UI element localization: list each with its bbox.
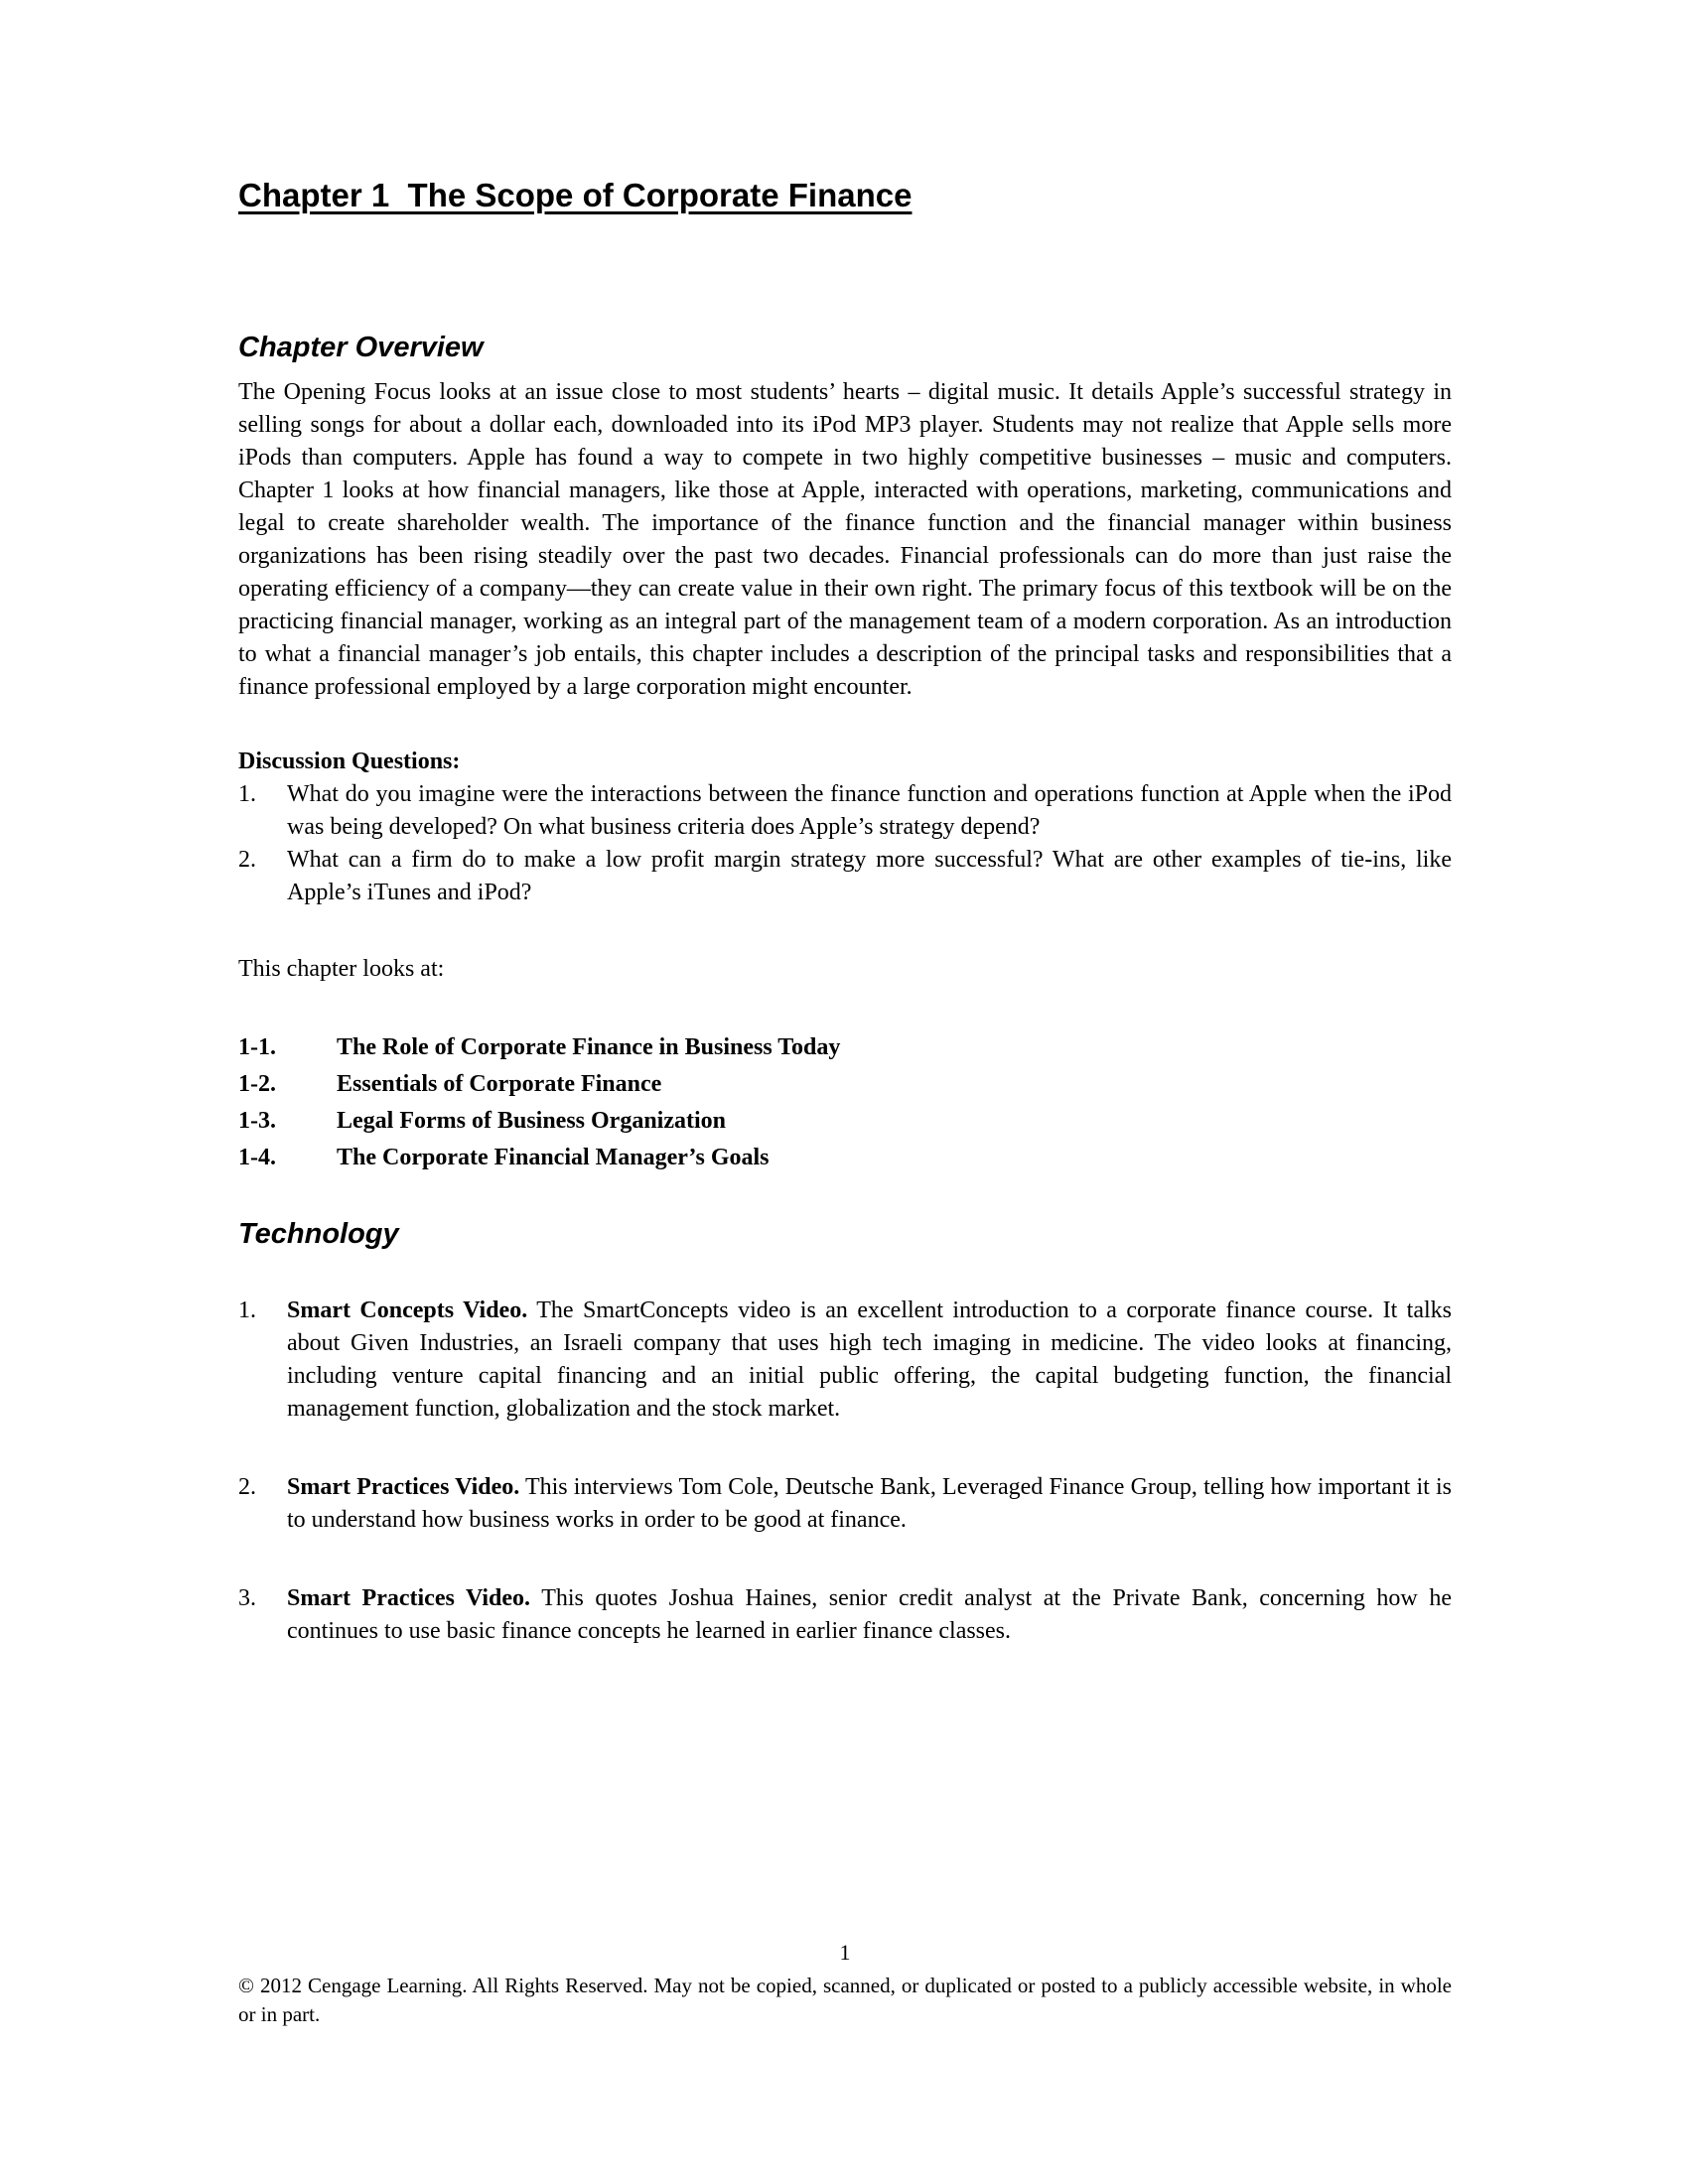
- list-item-number: 3.: [238, 1585, 256, 1611]
- list-item: [238, 1471, 1452, 1537]
- list-item-body: This quotes Joshua Haines, senior credit analyst at the Private Bank, concerning how he continues to use basic finance concepts he learned in earlier finance classes.: [287, 1585, 1452, 1644]
- list-item-text: [287, 1295, 1452, 1426]
- outline-item-title: The Role of Corporate Finance in Business Today: [337, 1034, 841, 1060]
- chapter-outline: [238, 1029, 1452, 1176]
- outline-item: [238, 1029, 1452, 1066]
- discussion-questions-list: [238, 778, 1452, 909]
- section-heading-technology: Technology: [238, 1218, 399, 1250]
- technology-list: [238, 1295, 1452, 1648]
- page-footer: [238, 1940, 1452, 2029]
- chapter-looks-at-line: This chapter looks at:: [238, 956, 445, 982]
- document-page: [238, 177, 1452, 1648]
- list-item: [238, 844, 1452, 909]
- list-item-number: 2.: [238, 1474, 256, 1500]
- outline-item-number: 1-1.: [238, 1034, 276, 1060]
- outline-item-number: 1-4.: [238, 1145, 276, 1170]
- list-item-number: 2.: [238, 847, 256, 873]
- list-item-text: [287, 1582, 1452, 1648]
- copyright-notice: © 2012 Cengage Learning. All Rights Reserved. May not be copied, scanned, or duplicated or posted to a publicly accessible website, in whole or in part.: [238, 1974, 1452, 2026]
- list-item: [238, 1295, 1452, 1426]
- outline-item: [238, 1140, 1452, 1176]
- list-item-number: 1.: [238, 1297, 256, 1323]
- outline-item: [238, 1103, 1452, 1140]
- section-heading-chapter-overview: Chapter Overview: [238, 332, 484, 363]
- list-item-text: What do you imagine were the interactions between the finance function and operations function at Apple when the iPod was being developed? On what business criteria does Apple’s strategy depend?: [287, 781, 1452, 840]
- outline-item-title: The Corporate Financial Manager’s Goals: [337, 1145, 770, 1170]
- list-item-lead: Smart Concepts Video.: [287, 1297, 528, 1323]
- outline-item-number: 1-2.: [238, 1071, 276, 1097]
- list-item-text: What can a firm do to make a low profit margin strategy more successful? What are other examples of tie-ins, like Apple’s iTunes and iPod?: [287, 847, 1452, 905]
- outline-item-title: Essentials of Corporate Finance: [337, 1071, 662, 1097]
- list-item-body: The SmartConcepts video is an excellent introduction to a corporate finance course. It talks about Given Industries, an Israeli company that uses high tech imaging in medicine. The video looks at financing, including venture capital financing and an initial public offering, the capital budgeting function, the financial management function, globalization and the stock market.: [287, 1297, 1453, 1422]
- list-item: [238, 778, 1452, 844]
- outline-item-title: Legal Forms of Business Organization: [337, 1108, 727, 1134]
- list-item: [238, 1582, 1452, 1648]
- list-item-lead: Smart Practices Video.: [287, 1474, 520, 1500]
- list-item-number: 1.: [238, 781, 256, 807]
- outline-item: [238, 1066, 1452, 1103]
- list-item-body: This interviews Tom Cole, Deutsche Bank, Leveraged Finance Group, telling how important it is to understand how business works in order to be good at finance.: [287, 1474, 1452, 1533]
- discussion-questions-heading: Discussion Questions:: [238, 749, 461, 774]
- page-number: 1: [839, 1940, 851, 1965]
- list-item-lead: Smart Practices Video.: [287, 1585, 531, 1611]
- chapter-title: Chapter 1 The Scope of Corporate Finance: [238, 177, 913, 213]
- chapter-overview-paragraph: The Opening Focus looks at an issue close to most students’ hearts – digital music. It details Apple’s successful strategy in selling songs for about a dollar each, downloaded into its iPod MP3 player. Students may not realize that Apple sells more iPods than computers. Apple has found a way to compete in two highly competitive businesses – music and computers. Chapter 1 looks at how financial managers, like those at Apple, interacted with operations, marketing, communications and legal to create shareholder wealth. The importance of the finance function and the financial manager within business organizations has been rising steadily over the past two decades. Financial professionals can do more than just raise the operating efficiency of a company—they can create value in their own right. The primary focus of this textbook will be on the practicing financial manager, working as an integral part of the management team of a modern corporation. As an introduction to what a financial manager’s job entails, this chapter includes a description of the principal tasks and responsibilities that a finance professional employed by a large corporation might encounter.: [238, 379, 1452, 700]
- list-item-text: [287, 1471, 1452, 1537]
- outline-item-number: 1-3.: [238, 1108, 276, 1134]
